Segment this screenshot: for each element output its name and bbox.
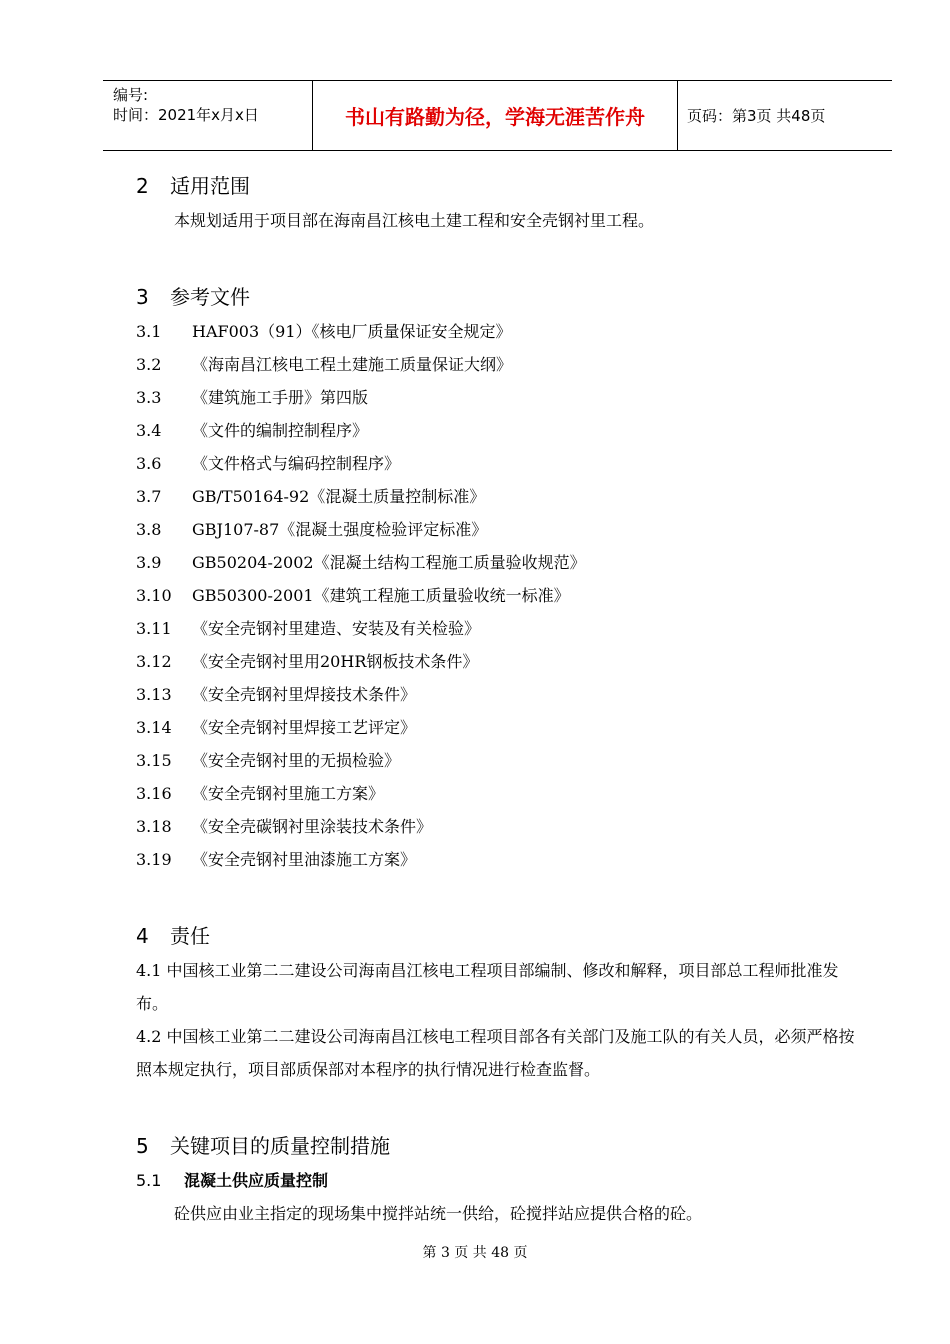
reference-number: 3.10 [136, 586, 172, 605]
reference-number: 3.13 [136, 685, 172, 704]
reference-item [136, 777, 866, 810]
section-4-paragraph-2: 4.2 中国核工业第二二建设公司海南昌江核电工程项目部各有关部门及施工队的有关人员，必须严格按照本规定执行，项目部质保部对本程序的执行情况进行检查监督。 [136, 1027, 855, 1079]
section-3-title [136, 279, 866, 315]
header-motto: 书山有路勤为径，学海无涯苦作舟 [345, 105, 645, 129]
section-2-title [136, 168, 866, 204]
reference-number: 3.16 [136, 784, 172, 803]
reference-number: 3.12 [136, 652, 172, 671]
reference-item [136, 447, 866, 480]
section-heading: 适用范围 [170, 174, 250, 198]
reference-item [136, 744, 866, 777]
reference-item [136, 315, 866, 348]
reference-text: 《安全壳钢衬里施工方案》 [192, 784, 385, 803]
reference-text: 《安全壳钢衬里建造、安装及有关检验》 [192, 619, 481, 638]
reference-item [136, 612, 866, 645]
reference-number: 3.7 [136, 487, 162, 506]
section-4-paragraph-1: 4.1 中国核工业第二二建设公司海南昌江核电工程项目部编制、修改和解释，项目部总工程师批准发布。 [136, 961, 839, 1013]
section-gap [136, 1086, 866, 1128]
reference-item [136, 414, 866, 447]
reference-list [136, 315, 866, 876]
reference-text: 《安全壳钢衬里焊接技术条件》 [192, 685, 417, 704]
reference-number: 3.6 [136, 454, 162, 473]
reference-item [136, 645, 866, 678]
section-number: 3 [136, 285, 149, 309]
reference-item [136, 678, 866, 711]
reference-number: 3.19 [136, 850, 172, 869]
reference-number: 3.1 [136, 322, 162, 341]
reference-number: 3.9 [136, 553, 162, 572]
reference-text: 《安全壳碳钢衬里涂装技术条件》 [192, 817, 433, 836]
header-page-label: 页码：第3页 共48页 [687, 107, 826, 125]
reference-number: 3.11 [136, 619, 172, 638]
section-number: 4 [136, 924, 149, 948]
reference-number: 3.4 [136, 421, 162, 440]
reference-item [136, 480, 866, 513]
reference-item [136, 546, 866, 579]
section-gap [136, 876, 866, 918]
reference-number: 3.18 [136, 817, 172, 836]
document-number-label: 编号: [113, 86, 149, 104]
reference-item [136, 513, 866, 546]
subsection-5-1-body: 砼供应由业主指定的现场集中搅拌站统一供给，砼搅拌站应提供合格的砼。 [174, 1204, 703, 1223]
header-meta [103, 81, 312, 150]
header-motto-cell [312, 81, 678, 150]
reference-number: 3.2 [136, 355, 162, 374]
document-body [136, 168, 866, 1230]
section-number: 5 [136, 1134, 149, 1158]
reference-text: 《建筑施工手册》第四版 [192, 388, 369, 407]
reference-item [136, 711, 866, 744]
reference-text: 《海南昌江核电工程土建施工质量保证大纲》 [192, 355, 513, 374]
section-heading: 责任 [170, 924, 210, 948]
section-number: 2 [136, 174, 149, 198]
section-heading: 关键项目的质量控制措施 [170, 1134, 390, 1158]
section-heading: 参考文件 [170, 285, 250, 309]
section-gap [136, 237, 866, 279]
reference-text: GB/T50164-92《混凝土质量控制标准》 [192, 487, 486, 506]
reference-text: GBJ107-87《混凝土强度检验评定标准》 [192, 520, 488, 539]
subsection-heading: 混凝土供应质量控制 [184, 1171, 329, 1190]
page-header [103, 80, 892, 151]
reference-text: 《安全壳钢衬里的无损检验》 [192, 751, 401, 770]
reference-item [136, 348, 866, 381]
reference-text: 《安全壳钢衬里用20HR钢板技术条件》 [192, 652, 479, 671]
subsection-number: 5.1 [136, 1171, 162, 1190]
reference-item [136, 579, 866, 612]
reference-text: 《安全壳钢衬里油漆施工方案》 [192, 850, 417, 869]
reference-item [136, 381, 866, 414]
document-time-label: 时间：2021年x月x日 [113, 106, 259, 124]
reference-text: 《文件的编制控制程序》 [192, 421, 369, 440]
section-4-title [136, 918, 866, 954]
reference-number: 3.14 [136, 718, 172, 737]
reference-number: 3.3 [136, 388, 162, 407]
subsection-5-1-title [136, 1164, 866, 1197]
page-footer: 第 3 页 共 48 页 [422, 1245, 528, 1261]
section-5-title [136, 1128, 866, 1164]
reference-item [136, 843, 866, 876]
reference-number: 3.15 [136, 751, 172, 770]
reference-text: 《文件格式与编码控制程序》 [192, 454, 401, 473]
reference-number: 3.8 [136, 520, 162, 539]
reference-text: GB50300-2001《建筑工程施工质量验收统一标准》 [192, 586, 570, 605]
reference-text: HAF003（91）《核电厂质量保证安全规定》 [192, 322, 512, 341]
reference-text: 《安全壳钢衬里焊接工艺评定》 [192, 718, 417, 737]
reference-text: GB50204-2002《混凝土结构工程施工质量验收规范》 [192, 553, 586, 572]
section-2-body: 本规划适用于项目部在海南昌江核电土建工程和安全壳钢衬里工程。 [174, 211, 655, 230]
reference-item [136, 810, 866, 843]
